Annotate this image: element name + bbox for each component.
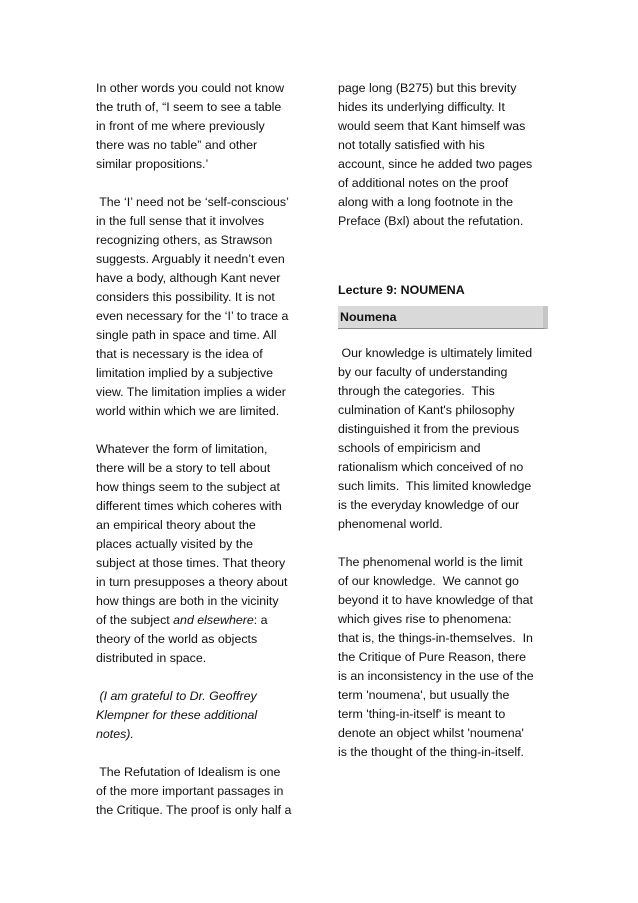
text-line: of the more important passages in (96, 784, 284, 798)
text-line: in turn presupposes a theory about (96, 575, 288, 589)
text-line: the truth of, “I seem to see a table (96, 100, 282, 114)
text-line: view. The limitation implies a wider (96, 385, 286, 399)
text-line: term 'noumena', but usually the (338, 688, 510, 702)
text-line: Our knowledge is ultimately limited (338, 346, 533, 360)
text-line: of additional notes on the proof (338, 176, 509, 190)
text-line: hides its underlying difficulty. It (338, 100, 505, 114)
text-line: The phenomenal world is the limit (338, 555, 523, 569)
text-line: is an inconsistency in the use of the (338, 669, 534, 683)
text-line: in front of me where previously (96, 119, 265, 133)
left-paragraph-5 (96, 763, 318, 820)
text-line: places actually visited by the (96, 537, 254, 551)
text-line: that is necessary is the idea of (96, 347, 263, 361)
text-line: through the categories. This (338, 384, 495, 398)
text-line: different times which coheres with (96, 499, 282, 513)
text-line: world within which we are limited. (96, 404, 280, 418)
left-paragraph-3 (96, 440, 318, 668)
text-line: suggests. Arguably it needn’t even (96, 252, 285, 266)
text-line: rationalism which conceived of no (338, 460, 524, 474)
text-line: The ‘I’ need not be ‘self-conscious’ (96, 195, 289, 209)
text-line: is the thought of the thing-in-itself. (338, 745, 524, 759)
text-line: beyond it to have knowledge of that (338, 593, 533, 607)
text-line: Whatever the form of limitation, (96, 442, 268, 456)
text-line: considers this possibility. It is not (96, 290, 275, 304)
emphasis-text: and elsewhere (173, 613, 254, 627)
right-paragraph-1 (338, 79, 548, 231)
text-line: page long (B275) but this brevity (338, 81, 517, 95)
right-column (338, 0, 548, 762)
lecture-heading: Lecture 9: NOUMENA (338, 283, 465, 297)
text-line: there will be a story to tell about (96, 461, 271, 475)
text-line: account, since he added two pages (338, 157, 533, 171)
text-line: theory of the world as objects (96, 632, 258, 646)
text-line: distinguished it from the previous (338, 422, 520, 436)
text-line: is the everyday knowledge of our (338, 498, 520, 512)
left-paragraph-2 (96, 193, 318, 421)
text-line: would seem that Kant himself was (338, 119, 526, 133)
text-line: that is, the things-in-themselves. In (338, 631, 533, 645)
right-paragraph-3 (338, 553, 548, 762)
text-line: how things seem to the subject at (96, 480, 280, 494)
section-heading: Noumena (338, 306, 548, 329)
text-line: schools of empiricism and (338, 441, 481, 455)
text-span: : a (253, 613, 268, 627)
left-paragraph-1 (96, 79, 318, 174)
text-line: the Critique. The proof is only half a (96, 803, 292, 817)
text-line: distributed in space. (96, 651, 207, 665)
text-line: even necessary for the ‘I’ to trace a (96, 309, 289, 323)
text-span: of the subject (96, 613, 174, 627)
text-line: there was no table” and other (96, 138, 258, 152)
text-line: in the full sense that it involves (96, 214, 265, 228)
text-line: The Refutation of Idealism is one (96, 765, 281, 779)
text-line: of our knowledge. We cannot go (338, 574, 519, 588)
text-line: culmination of Kant's philosophy (338, 403, 515, 417)
left-column (96, 0, 318, 820)
text-line: an empirical theory about the (96, 518, 256, 532)
left-paragraph-4-acknowledgement (96, 687, 318, 744)
text-line: Preface (Bxl) about the refutation. (338, 214, 524, 228)
text-line: the Critique of Pure Reason, there (338, 650, 527, 664)
right-paragraph-2 (338, 344, 548, 534)
text-line: notes). (96, 727, 134, 741)
text-line: recognizing others, as Strawson (96, 233, 273, 247)
text-line: phenomenal world. (338, 517, 443, 531)
text-line: In other words you could not know (96, 81, 285, 95)
text-line: such limits. This limited knowledge (338, 479, 532, 493)
text-line: subject at those times. That theory (96, 556, 286, 570)
text-line: have a body, although Kant never (96, 271, 281, 285)
text-line: how things are both in the vicinity (96, 594, 279, 608)
text-line: denote an object whilst 'noumena' (338, 726, 524, 740)
text-line: by our faculty of understanding (338, 365, 508, 379)
text-line: similar propositions.’ (96, 157, 209, 171)
text-line: which gives rise to phenomena: (338, 612, 512, 626)
text-line: along with a long footnote in the (338, 195, 513, 209)
text-line: not totally satisfied with his (338, 138, 485, 152)
text-line: Klempner for these additional (96, 708, 258, 722)
text-line-with-emphasis (96, 611, 318, 630)
text-line: single path in space and time. All (96, 328, 277, 342)
text-line: limitation implied by a subjective (96, 366, 273, 380)
text-line: term 'thing-in-itself' is meant to (338, 707, 506, 721)
text-line: (I am grateful to Dr. Geoffrey (96, 689, 257, 703)
